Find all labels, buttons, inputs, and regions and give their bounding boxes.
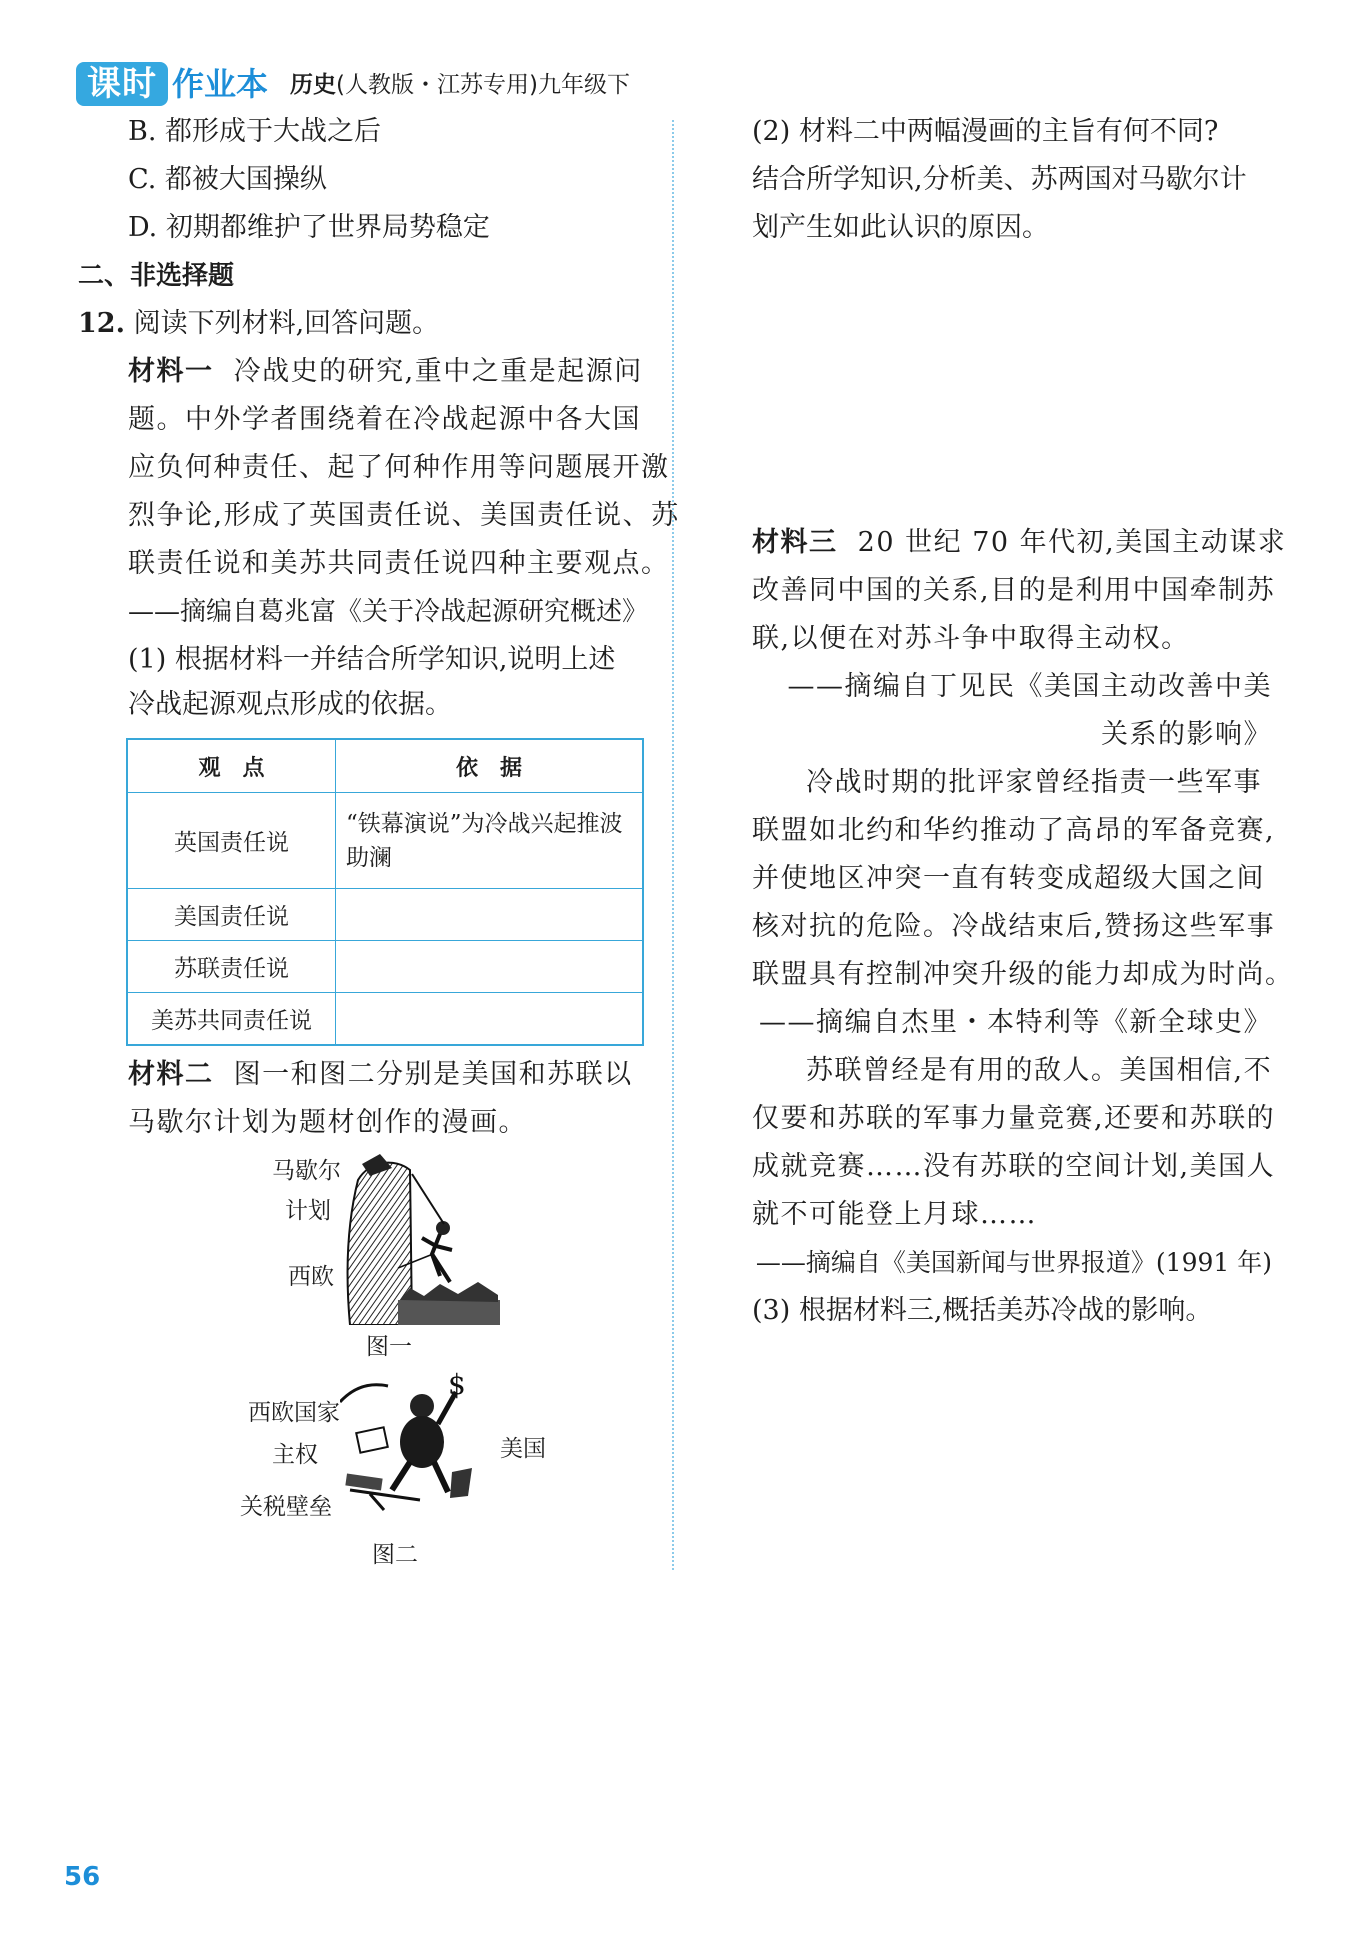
question-2-line-3: 划产生如此认识的原因。 [752, 212, 1049, 243]
svg-text:$: $ [448, 1372, 466, 1401]
material-2-label: 材料二 [128, 1059, 214, 1090]
book-edition: (人教版・江苏专用)九年级下 [336, 72, 630, 98]
fig2-label-tariff: 关税壁垒 [240, 1494, 332, 1520]
row-view: 英国责任说 [127, 793, 336, 889]
material-3-line-1 [752, 526, 1286, 560]
material-1-line-2: 题。中外学者围绕着在冷战起源中各大国 [128, 404, 641, 435]
row-basis-blank[interactable] [336, 941, 644, 993]
material-3-line-2: 改善同中国的关系,目的是利用中国牵制苏 [752, 575, 1276, 606]
material-1-line-4: 烈争论,形成了英国责任说、美国责任说、苏 [128, 500, 680, 531]
question-12 [78, 307, 439, 341]
table-row [127, 993, 643, 1045]
question-number: 12. [78, 308, 125, 339]
page-number: 56 [64, 1862, 101, 1892]
material-3-label: 材料三 [752, 527, 838, 558]
fig1-caption: 图一 [366, 1334, 412, 1360]
option-b: B. 都形成于大战之后 [128, 116, 382, 147]
question-2-line-1: (2) 材料二中两幅漫画的主旨有何不同? [752, 116, 1219, 147]
question-1-line-2: 冷战起源观点形成的依据。 [128, 689, 452, 720]
material-3-para-2-line-1: 冷战时期的批评家曾经指责一些军事 [806, 767, 1262, 798]
table-row [127, 941, 643, 993]
material-3-source-1b: 关系的影响》 [1101, 719, 1272, 750]
material-3-para-3-line-4: 就不可能登上月球…… [752, 1199, 1037, 1230]
material-1-label: 材料一 [128, 356, 214, 387]
question-2-line-2: 结合所学知识,分析美、苏两国对马歇尔计 [752, 164, 1247, 195]
table-row [127, 889, 643, 941]
row-view: 美国责任说 [127, 889, 336, 941]
subject-name: 历史 [290, 72, 336, 98]
fig2-label-sovereignty-2: 主权 [272, 1442, 318, 1468]
header-view: 观 点 [127, 739, 336, 793]
series-logo-badge: 课时 [76, 62, 168, 106]
column-divider [672, 120, 674, 1570]
table-row [127, 793, 643, 889]
row-view: 美苏共同责任说 [127, 993, 336, 1045]
option-d: D. 初期都维护了世界局势稳定 [128, 212, 490, 243]
material-3-line-3: 联,以便在对苏斗争中取得主动权。 [752, 623, 1190, 654]
material-3-para-2-line-4: 核对抗的危险。冷战结束后,赞扬这些军事 [752, 911, 1276, 942]
cartoon-figure-2 [340, 1372, 490, 1512]
material-1-source: ——摘编自葛兆富《关于冷战起源研究概述》 [128, 597, 649, 627]
material-3-para-2-line-5: 联盟具有控制冲突升级的能力却成为时尚。 [752, 959, 1294, 990]
book-subject-title [290, 68, 630, 102]
material-2-line-2: 马歇尔计划为题材创作的漫画。 [128, 1107, 527, 1138]
row-view: 苏联责任说 [127, 941, 336, 993]
fig2-caption: 图二 [372, 1542, 418, 1568]
answer-table [126, 738, 644, 1046]
cartoon-figure-1 [340, 1150, 500, 1325]
material-2-line-1 [128, 1058, 633, 1092]
material-1-line-3: 应负何种责任、起了何种作用等问题展开激 [128, 452, 670, 483]
material-3-para-2-line-3: 并使地区冲突一直有转变成超级大国之间 [752, 863, 1265, 894]
fig2-label-sovereignty-1: 西欧国家 [248, 1400, 340, 1426]
material-3-para-3-line-2: 仅要和苏联的军事力量竞赛,还要和苏联的 [752, 1103, 1276, 1134]
material-3-text: 20 世纪 70 年代初,美国主动谋求 [857, 527, 1287, 558]
material-3-para-3-line-1: 苏联曾经是有用的敌人。美国相信,不 [806, 1055, 1273, 1086]
material-3-para-2-line-2: 联盟如北约和华约推动了高昂的军备竞赛, [752, 815, 1276, 846]
material-1-text: 冷战史的研究,重中之重是起源问 [233, 356, 643, 387]
row-basis-blank[interactable] [336, 889, 644, 941]
question-3: (3) 根据材料三,概括美苏冷战的影响。 [752, 1295, 1213, 1326]
fig1-label-plan-1: 马歇尔 [272, 1158, 341, 1184]
option-c: C. 都被大国操纵 [128, 164, 327, 195]
material-3-source-3: ——摘编自《美国新闻与世界报道》(1991 年) [755, 1248, 1272, 1277]
section-title: 二、非选择题 [78, 261, 235, 291]
question-1-line-1: (1) 根据材料一并结合所学知识,说明上述 [128, 644, 616, 675]
material-1-line-1 [128, 355, 643, 389]
material-3-para-3-line-3: 成就竞赛……没有苏联的空间计划,美国人 [752, 1151, 1276, 1182]
material-3-source-2: ——摘编自杰里・本特利等《新全球史》 [759, 1007, 1272, 1038]
material-1-line-5: 联责任说和美苏共同责任说四种主要观点。 [128, 548, 670, 579]
table-header-row [127, 739, 643, 793]
row-basis: “铁幕演说”为冷战兴起推波助澜 [336, 793, 644, 889]
header-basis: 依 据 [336, 739, 644, 793]
fig1-label-plan-2: 计划 [285, 1198, 331, 1224]
fig1-label-europe: 西欧 [288, 1264, 334, 1290]
material-3-source-1a: ——摘编自丁见民《美国主动改善中美 [787, 671, 1272, 702]
row-basis-blank[interactable] [336, 993, 644, 1045]
material-2-text: 图一和图二分别是美国和苏联以 [233, 1059, 633, 1090]
question-12-text: 阅读下列材料,回答问题。 [133, 308, 440, 339]
series-logo-text: 作业本 [172, 65, 269, 103]
fig2-label-usa: 美国 [500, 1436, 546, 1462]
